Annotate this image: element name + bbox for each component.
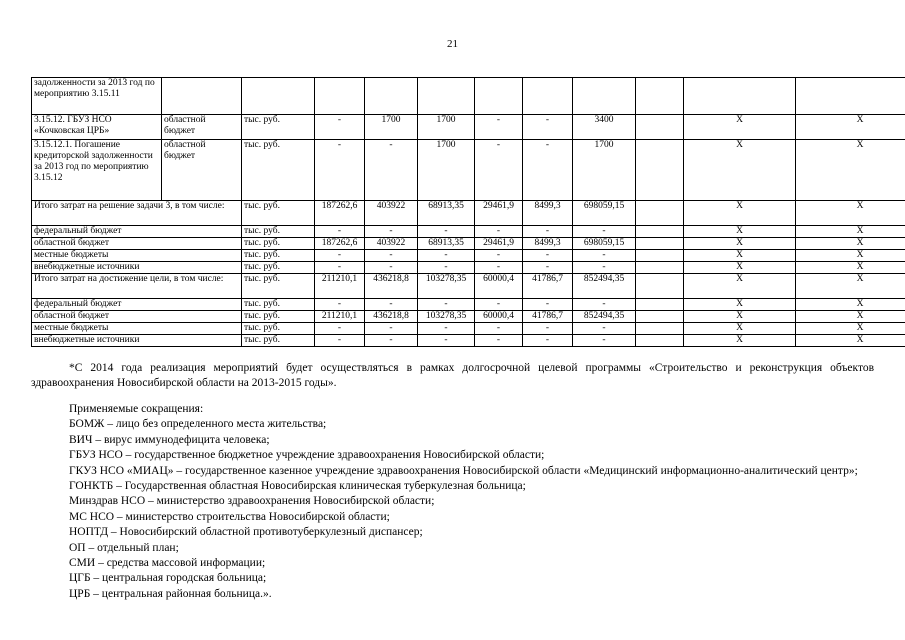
table-cell	[315, 78, 365, 115]
table-row	[32, 299, 905, 311]
table-cell: 698059,15	[573, 238, 636, 250]
table-cell: -	[475, 140, 523, 201]
abbreviation-item: ВИЧ – вирус иммунодефицита человека;	[69, 433, 270, 446]
table-cell: областной бюджет	[32, 238, 242, 250]
table-cell: -	[475, 299, 523, 311]
table-cell: федеральный бюджет	[32, 299, 242, 311]
table-cell: X	[796, 299, 905, 311]
table-cell: 41786,7	[523, 311, 573, 323]
abbreviations-list	[31, 417, 874, 602]
table-cell: областной бюджет	[162, 115, 242, 140]
abbreviation-item: СМИ – средства массовой информации;	[69, 557, 266, 570]
table-cell	[365, 78, 418, 115]
table-row	[32, 311, 905, 323]
table-cell: 60000,4	[475, 274, 523, 299]
table-cell: X	[796, 140, 905, 201]
table-row	[32, 226, 905, 238]
table-cell: 8499,3	[523, 201, 573, 226]
table-cell	[636, 201, 684, 226]
table-cell: -	[418, 262, 475, 274]
table-cell: 211210,1	[315, 311, 365, 323]
table-cell	[636, 226, 684, 238]
table-cell	[636, 335, 684, 347]
table-cell: X	[684, 311, 796, 323]
table-cell: 1700	[365, 115, 418, 140]
table-cell: -	[365, 299, 418, 311]
table-row	[32, 201, 905, 226]
table-cell: 103278,35	[418, 274, 475, 299]
table-cell: внебюджетные источники	[32, 335, 242, 347]
table-cell: 211210,1	[315, 274, 365, 299]
table-cell	[636, 115, 684, 140]
table-cell: X	[684, 274, 796, 299]
table-cell: -	[475, 335, 523, 347]
table-cell	[636, 238, 684, 250]
table-cell: -	[523, 250, 573, 262]
table-cell: 8499,3	[523, 238, 573, 250]
table-cell: местные бюджеты	[32, 250, 242, 262]
abbreviation-item: ЦГБ – центральная городская больница;	[69, 572, 267, 585]
table-cell: федеральный бюджет	[32, 226, 242, 238]
table-row	[32, 78, 905, 115]
table-cell: -	[365, 226, 418, 238]
table-cell: тыс. руб.	[242, 274, 315, 299]
table-cell: -	[523, 323, 573, 335]
table-row	[32, 140, 905, 201]
abbreviation-item: ГБУЗ НСО – государственное бюджетное учреждение здравоохранения Новосибирской области;	[69, 449, 545, 462]
table-cell: X	[796, 226, 905, 238]
table-cell	[636, 323, 684, 335]
table-cell: 68913,35	[418, 201, 475, 226]
table-cell: X	[684, 250, 796, 262]
table-cell: 403922	[365, 238, 418, 250]
table-row	[32, 250, 905, 262]
table-cell	[418, 78, 475, 115]
table-cell: тыс. руб.	[242, 140, 315, 201]
table-row	[32, 323, 905, 335]
table-cell	[636, 140, 684, 201]
table-cell: X	[684, 115, 796, 140]
table-cell: -	[523, 335, 573, 347]
table-cell: X	[796, 335, 905, 347]
table-cell: X	[796, 115, 905, 140]
table-cell: -	[315, 323, 365, 335]
table-cell: X	[684, 226, 796, 238]
table-cell: X	[796, 262, 905, 274]
abbreviation-item: ГОНКТБ – Государственная областная Новосибирская клиническая туберкулезная больница;	[69, 480, 526, 493]
abbreviation-item: ОП – отдельный план;	[69, 541, 179, 554]
abbreviation-item: БОМЖ – лицо без определенного места жительства;	[69, 418, 327, 431]
table-cell: областной бюджет	[32, 311, 242, 323]
table-cell	[684, 78, 796, 115]
table-cell: X	[684, 238, 796, 250]
table-cell: Итого затрат на решение задачи 3, в том числе:	[32, 201, 242, 226]
table-cell: -	[475, 323, 523, 335]
page-number: 21	[447, 38, 458, 50]
table-cell: X	[796, 274, 905, 299]
table-row	[32, 262, 905, 274]
table-cell: 403922	[365, 201, 418, 226]
table-cell: 103278,35	[418, 311, 475, 323]
abbreviation-item: ГКУЗ НСО «МИАЦ» – государственное казенное учреждение здравоохранения Новосибирской области «Медицинский информационно-аналитический центр»;	[69, 464, 858, 477]
table-cell: 41786,7	[523, 274, 573, 299]
abbreviations-heading: Применяемые сокращения:	[69, 403, 204, 415]
table-cell: 436218,8	[365, 311, 418, 323]
table-cell: 29461,9	[475, 238, 523, 250]
table-cell: 698059,15	[573, 201, 636, 226]
table-cell: -	[315, 299, 365, 311]
table-cell: X	[796, 323, 905, 335]
table-cell: -	[418, 323, 475, 335]
table-cell: -	[475, 250, 523, 262]
table-cell: X	[684, 299, 796, 311]
table-cell: -	[315, 226, 365, 238]
table-cell: X	[684, 323, 796, 335]
table-cell: местные бюджеты	[32, 323, 242, 335]
table-cell: тыс. руб.	[242, 250, 315, 262]
table-cell	[636, 311, 684, 323]
table-cell: -	[418, 226, 475, 238]
table-cell: -	[523, 299, 573, 311]
table-cell: -	[365, 335, 418, 347]
table-cell: -	[418, 250, 475, 262]
abbreviations-block	[31, 402, 874, 602]
table-cell: -	[475, 115, 523, 140]
table-cell	[636, 262, 684, 274]
table-cell: тыс. руб.	[242, 115, 315, 140]
table-cell: -	[315, 115, 365, 140]
table-row	[32, 115, 905, 140]
budget-table	[31, 77, 905, 347]
table-cell: тыс. руб.	[242, 238, 315, 250]
table-cell: -	[475, 226, 523, 238]
footnote: *С 2014 года реализация мероприятий будет осуществляться в рамках долгосрочной целевой программы «Строительство и реконструкция объектов здравоохранения Новосибирской области на 2013-2015 годы».	[31, 362, 874, 389]
table-cell	[636, 250, 684, 262]
table-cell: тыс. руб.	[242, 201, 315, 226]
table-cell: -	[315, 250, 365, 262]
table-row	[32, 335, 905, 347]
table-cell: -	[315, 262, 365, 274]
table-cell	[523, 78, 573, 115]
table-cell: X	[796, 201, 905, 226]
table-cell	[475, 78, 523, 115]
table-cell: -	[573, 262, 636, 274]
table-cell: 3400	[573, 115, 636, 140]
table-cell: внебюджетные источники	[32, 262, 242, 274]
table-cell: -	[573, 226, 636, 238]
table-cell: Итого затрат на достижение цели, в том числе:	[32, 274, 242, 299]
table-cell: -	[315, 335, 365, 347]
table-cell: -	[365, 140, 418, 201]
table-cell: -	[573, 335, 636, 347]
table-cell: тыс. руб.	[242, 335, 315, 347]
table-cell: 1700	[418, 115, 475, 140]
table-cell: -	[523, 115, 573, 140]
table-cell: тыс. руб.	[242, 262, 315, 274]
table-cell: -	[365, 250, 418, 262]
table-cell: X	[684, 140, 796, 201]
table-cell: областной бюджет	[162, 140, 242, 201]
table-cell: X	[684, 335, 796, 347]
table-cell	[796, 78, 905, 115]
table-cell	[636, 78, 684, 115]
table-cell: 187262,6	[315, 238, 365, 250]
table-cell: 436218,8	[365, 274, 418, 299]
table-cell: -	[475, 262, 523, 274]
table-cell: 60000,4	[475, 311, 523, 323]
table-cell	[636, 274, 684, 299]
table-row	[32, 238, 905, 250]
table-cell: 68913,35	[418, 238, 475, 250]
table-cell: 29461,9	[475, 201, 523, 226]
table-cell	[242, 78, 315, 115]
table-cell: X	[796, 311, 905, 323]
table-cell: 3.15.12.1. Погашение кредиторской задолженности за 2013 год по мероприятию 3.15.12	[32, 140, 162, 201]
table-cell: тыс. руб.	[242, 226, 315, 238]
table-cell: -	[523, 226, 573, 238]
table-cell: 187262,6	[315, 201, 365, 226]
table-cell: X	[684, 262, 796, 274]
table-cell: -	[418, 299, 475, 311]
table-cell: -	[418, 335, 475, 347]
abbreviation-item: МС НСО – министерство строительства Новосибирской области;	[69, 510, 390, 523]
table-cell: -	[573, 250, 636, 262]
table-cell: задолженности за 2013 год по мероприятию 3.15.11	[32, 78, 162, 115]
table-cell: 852494,35	[573, 311, 636, 323]
table-cell: тыс. руб.	[242, 299, 315, 311]
table-cell: тыс. руб.	[242, 311, 315, 323]
table-cell	[573, 78, 636, 115]
abbreviation-item: Минздрав НСО – министерство здравоохранения Новосибирской области;	[69, 495, 435, 508]
table-cell: тыс. руб.	[242, 323, 315, 335]
abbreviation-item: ЦРБ – центральная районная больница.».	[69, 587, 272, 600]
table-cell: 3.15.12. ГБУЗ НСО «Кочковская ЦРБ»	[32, 115, 162, 140]
table-cell: X	[796, 238, 905, 250]
table-cell: -	[523, 262, 573, 274]
table-cell: X	[796, 250, 905, 262]
table-cell: -	[573, 323, 636, 335]
table-row	[32, 274, 905, 299]
table-cell	[162, 78, 242, 115]
table-cell: 852494,35	[573, 274, 636, 299]
table-cell: 1700	[418, 140, 475, 201]
table-cell: -	[365, 323, 418, 335]
table-cell: -	[573, 299, 636, 311]
table-cell: -	[315, 140, 365, 201]
budget-table-body	[32, 78, 905, 347]
abbreviation-item: НОПТД – Новосибирский областной противотуберкулезный диспансер;	[69, 526, 423, 539]
table-cell: -	[523, 140, 573, 201]
table-cell: -	[365, 262, 418, 274]
table-cell	[636, 299, 684, 311]
table-cell: 1700	[573, 140, 636, 201]
table-cell: X	[684, 201, 796, 226]
